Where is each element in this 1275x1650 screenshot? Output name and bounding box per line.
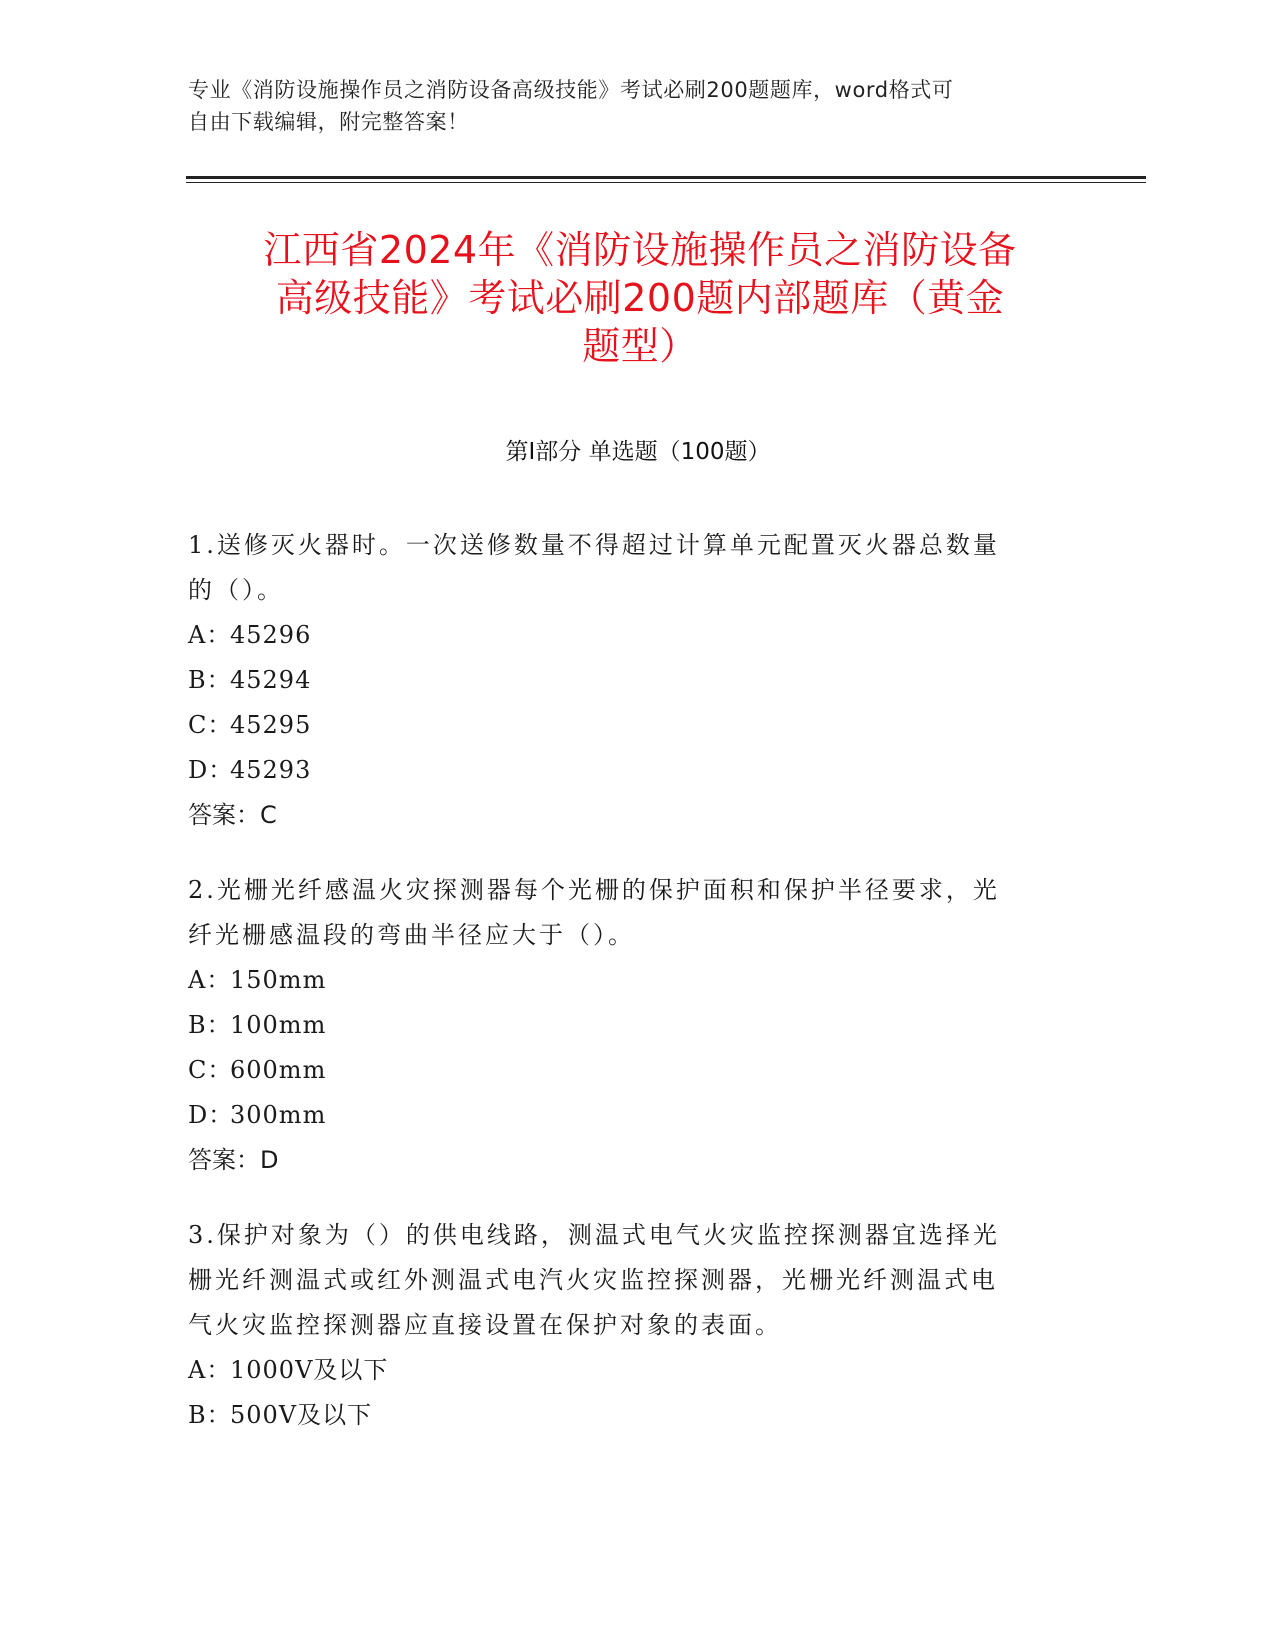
question-option xyxy=(188,1093,1068,1138)
question-stem-line: 纤光栅感温段的弯曲半径应大于（）。 xyxy=(188,921,635,949)
document-title xyxy=(160,226,1120,370)
option-key: C： xyxy=(188,1056,233,1084)
option-text: 500V及以下 xyxy=(230,1401,373,1429)
option-key: B： xyxy=(188,666,232,694)
option-text: 45293 xyxy=(230,756,312,784)
header-note xyxy=(188,74,1068,138)
question-answer: 答案：C xyxy=(188,801,277,829)
option-key: C： xyxy=(188,711,233,739)
header-note-line: 专业《消防设施操作员之消防设备高级技能》考试必刷200题题库，word格式可 xyxy=(188,78,954,102)
option-text: 300mm xyxy=(230,1101,327,1129)
option-key: A： xyxy=(188,621,232,649)
question-option xyxy=(188,1048,1068,1093)
option-text: 45295 xyxy=(230,711,312,739)
header-divider-thin xyxy=(186,182,1146,183)
option-text: 100mm xyxy=(230,1011,327,1039)
question-option xyxy=(188,748,1068,793)
option-key: B： xyxy=(188,1011,232,1039)
option-key: D： xyxy=(188,756,234,784)
question-option xyxy=(188,1348,1068,1393)
option-key: B： xyxy=(188,1401,232,1429)
option-key: A： xyxy=(188,966,232,994)
option-key: D： xyxy=(188,1101,234,1129)
option-key: A： xyxy=(188,1356,232,1384)
document-title-line: 题型） xyxy=(582,324,698,368)
option-text: 150mm xyxy=(230,966,327,994)
question-option xyxy=(188,1393,1068,1438)
section-title: 第I部分 单选题（100题） xyxy=(505,439,771,465)
question-stem-line: 2.光栅光纤感温火灾探测器每个光栅的保护面积和保护半径要求，光 xyxy=(188,876,1000,904)
document-title-line: 江西省2024年《消防设施操作员之消防设备 xyxy=(263,228,1017,272)
option-text: 1000V及以下 xyxy=(230,1356,389,1384)
question-option xyxy=(188,658,1068,703)
question-option xyxy=(188,958,1068,1003)
question-stem-line: 的（）。 xyxy=(188,576,284,604)
option-text: 600mm xyxy=(230,1056,327,1084)
question-option xyxy=(188,703,1068,748)
header-divider-thick xyxy=(186,176,1146,179)
question-item xyxy=(188,868,1068,1183)
question-item xyxy=(188,1213,1068,1438)
question-item xyxy=(188,523,1068,838)
question-stem-line: 气火灾监控探测器应直接设置在保护对象的表面。 xyxy=(188,1311,782,1339)
option-text: 45296 xyxy=(230,621,312,649)
document-title-line: 高级技能》考试必刷200题内部题库（黄金 xyxy=(275,276,1005,320)
question-stem-line: 3.保护对象为（）的供电线路，测温式电气火灾监控探测器宜选择光 xyxy=(188,1221,1000,1249)
question-answer: 答案：D xyxy=(188,1146,279,1174)
header-note-line: 自由下载编辑，附完整答案！ xyxy=(188,110,469,134)
option-text: 45294 xyxy=(230,666,312,694)
question-stem-line: 1.送修灭火器时。一次送修数量不得超过计算单元配置灭火器总数量 xyxy=(188,531,1000,559)
question-option xyxy=(188,1003,1068,1048)
question-option xyxy=(188,613,1068,658)
question-list xyxy=(188,523,1068,1468)
question-stem-line: 栅光纤测温式或红外测温式电汽火灾监控探测器，光栅光纤测温式电 xyxy=(188,1266,998,1294)
